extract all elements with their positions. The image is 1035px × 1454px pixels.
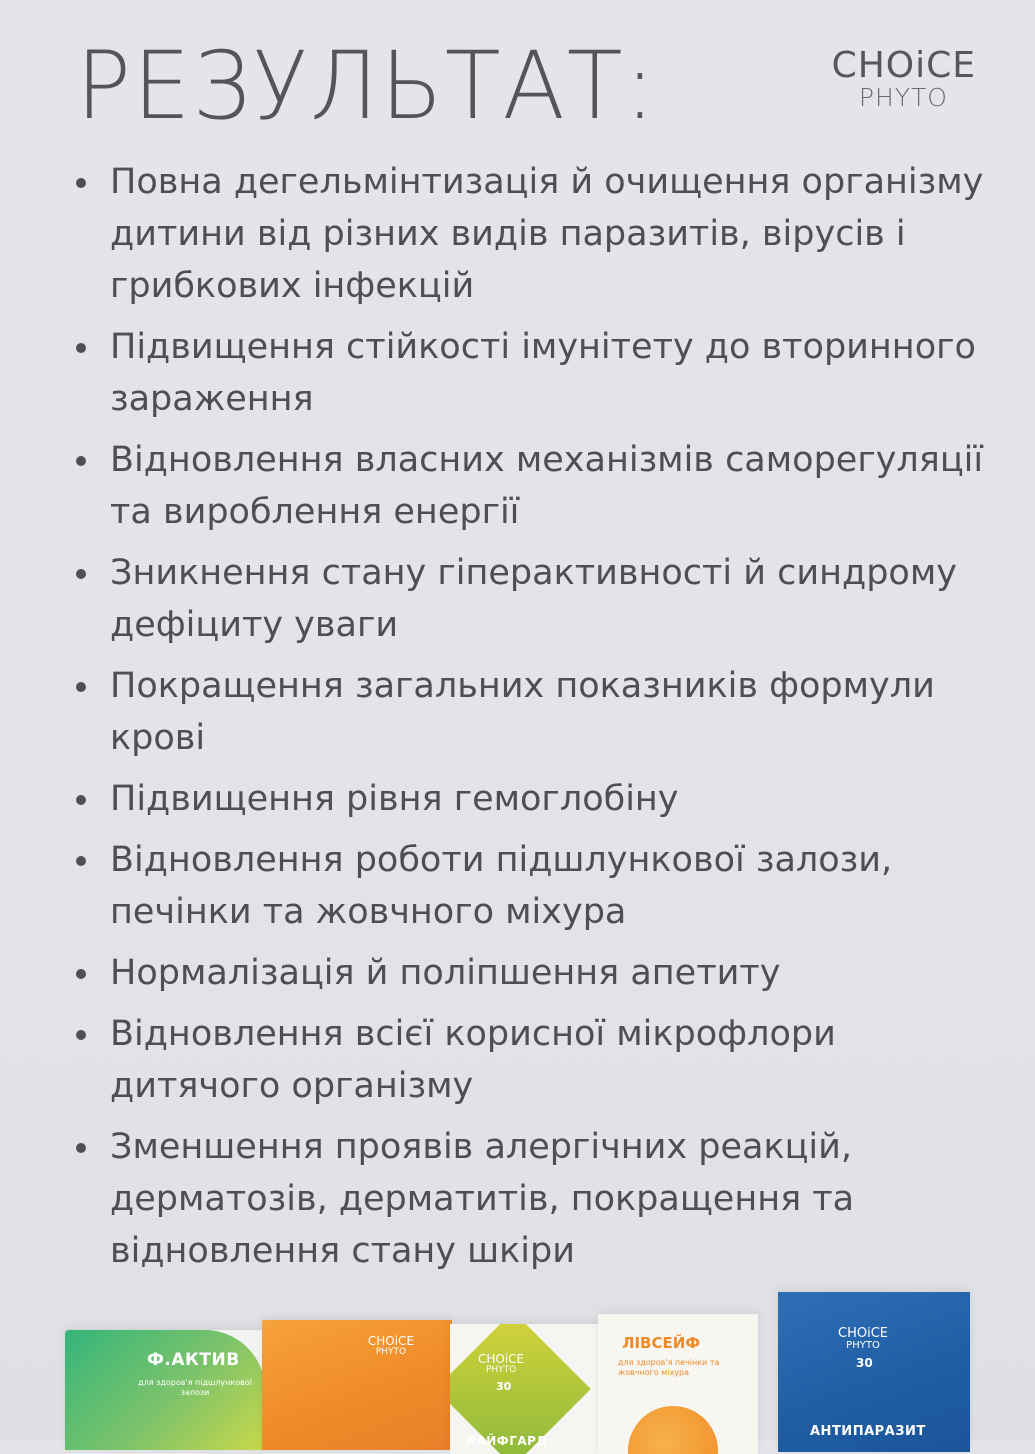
product-antiparasit [778,1292,970,1452]
lifeguard-logo: CHOiCE PHYTO [478,1352,525,1375]
bullet-icon [76,456,86,466]
livsafe-circle-shape [628,1406,718,1454]
list-item: Нормалізація й поліпшення апетиту [70,947,990,999]
bullet-icon [76,969,86,979]
lifeguard-count: 30 [496,1380,512,1393]
list-item: Підвищення рівня гемоглобіну [70,773,990,825]
product-factiv [65,1330,270,1450]
bullet-icon [76,343,86,353]
list-item: Покращення загальних показників формули крові [70,660,990,764]
factiv-name: Ф.АКТИВ [147,1350,240,1370]
lifeguard-name: ЛАЙФГАРД [466,1434,548,1448]
page-title: РЕЗУЛЬТАТ: [76,32,658,141]
bullet-icon [76,1030,86,1040]
results-list [70,156,990,1286]
list-item: Зменшення проявів алергічних реакцій, дерматозів, дерматитів, покращення та відновлення стану шкіри [70,1121,990,1277]
list-item: Підвищення стійкості імунітету до вторинного зараження [70,321,990,425]
bullet-icon [76,1143,86,1153]
logo-line1: CHOiCE [831,45,976,86]
bullet-icon [76,856,86,866]
antiparasit-name: АНТИПАРАЗИТ [810,1424,926,1439]
choice-phyto-logo [806,45,976,112]
bullet-icon [76,569,86,579]
list-item: Повна дегельмінтизація й очищення організму дитини від різних видів паразитів, вірусів і грибкових інфекцій [70,156,990,312]
livsafe-name: ЛІВСЕЙФ [622,1334,701,1352]
list-item: Відновлення власних механізмів саморегуляції та вироблення енергії [70,434,990,538]
factiv-desc: для здоров'я підшлункової залози [138,1378,252,1397]
product-orange-box [262,1320,452,1450]
bullet-icon [76,795,86,805]
logo-line2: PHYTO [858,83,948,112]
bullet-icon [76,682,86,692]
list-item: Зникнення стану гіперактивності й синдрому дефіциту уваги [70,547,990,651]
antiparasit-logo: CHOiCE PHYTO [838,1326,888,1351]
antiparasit-count: 30 [856,1356,873,1370]
product-livsafe [598,1314,758,1454]
list-item: Відновлення всієї корисної мікрофлори дитячого організму [70,1008,990,1112]
livsafe-desc: для здоров'я печінки та жовчного міхура [618,1358,720,1377]
box2-logo: CHOiCE PHYTO [367,1334,414,1357]
product-boxes [0,1290,1035,1448]
product-lifeguard [450,1324,600,1454]
bullet-icon [76,178,86,188]
orange-panel [262,1320,452,1450]
list-item: Відновлення роботи підшлункової залози, печінки та жовчного міхура [70,834,990,938]
